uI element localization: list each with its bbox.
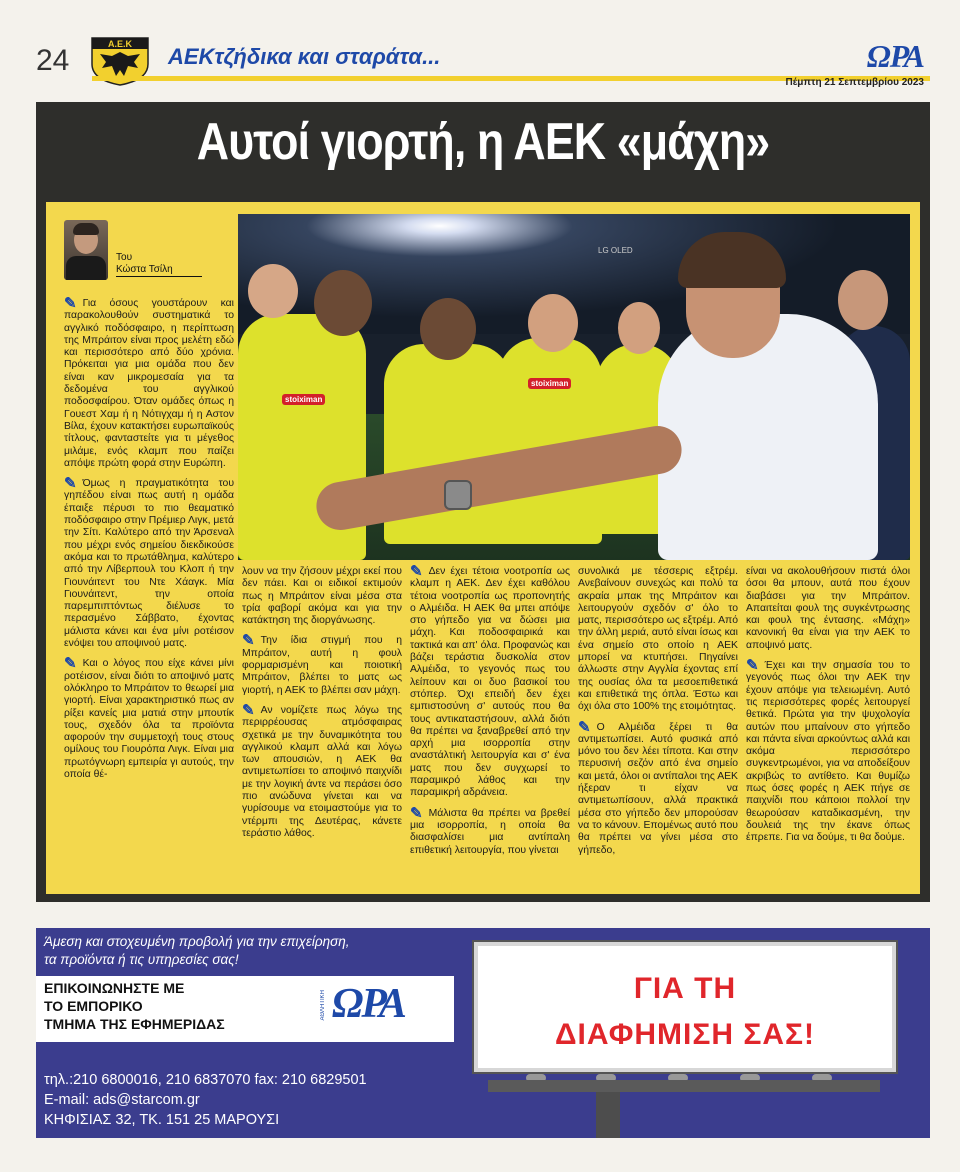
author-prefix: Του (116, 252, 133, 263)
article-column-1 (64, 298, 234, 789)
article-paragraph: ✎ Αν νομίζετε πως λόγω της περιρρέουσας ατμόσφαιρας σχετικά με την δυναμικότητα του αγγλικού κλαμπ αλλά και λόγω των απουσιών, η ΑΕΚ θα αντιμετωπίσει το αποψινό παιχνίδι με την λογική άντε να περάσει όσο πιο ανώδυνα γίνεται και να γυρίσουμε να ετοιμαστούμε για το ντέρμπι της Δευτέρας, κάνετε τεράστιο λάθος. (242, 705, 402, 840)
article-body (46, 202, 920, 894)
author-byline (64, 220, 234, 284)
article-paragraph: λουν να την ζήσουν μέχρι εκεί που δεν πάει. Και οι ειδικοί εκτιμούν πως η Μπράιτον είναι μέσα στα τρία φαβορί ακόμα και για την κατάκτηση της διοργάνωσης. (242, 566, 402, 627)
article-column-5 (746, 566, 910, 853)
article-frame (36, 102, 930, 902)
logo-lettering: Α.Ε.Κ (107, 39, 133, 49)
ad-address: ΚΗΦΙΣΙΑΣ 32, ΤΚ. 151 25 ΜΑΡΟΥΣΙ (44, 1112, 280, 1128)
billboard-pole (596, 1092, 620, 1138)
section-title: AEKτζήδικα και σταράτα... (168, 44, 441, 69)
billboard-beam (488, 1080, 880, 1092)
article-column-2 (242, 566, 402, 848)
article-paragraph: συνολικά με τέσσερις εξτρέμ. Ανεβαίνουν συνεχώς και πολύ τα ακραία μπακ της Μπράιτον και λειτουργούν σχεδόν σ' όλο το ματς, περισσότερο ως εξτρέμ. Από την άλλη μεριά, αυτό είναι ίσως και ένα σημείο στο οποίο η ΑΕΚ μπορεί να κτυπήσει. Πηγαίνει άλλωστε στην Αγγλία έχοντας επί της ουσίας όλα τα μεσοεπιθετικά και επιθετικά της όπλα. Έστω και όχι όλα στο 100% της ετοιμότητας. (578, 566, 738, 713)
article-paragraph: ✎ Μάλιστα θα πρέπει να βρεθεί μια ισορροπία, η οποία θα διασφαλίσει μια αντίπαλη επιθετική λειτουργία, που γίνεται (410, 808, 570, 857)
article-paragraph: ✎ Την ίδια στιγμή που η Μπράιτον, αυτή η φουλ φορμαρισμένη και ποιοτική Μπράιτον, βλέπει το ματς ως γιορτή, η ΑΕΚ το βλέπει σαν μάχη. (242, 635, 402, 696)
author-name: Κώστα Τσίλη (116, 264, 202, 277)
article-paragraph: ✎ Έχει και την σημασία του το γεγονός πως όλοι την ΑΕΚ την έχουν απόψε για τελειωμένη. Αυτό τις περισσότερες φορές λειτουργεί θετικά. Πρώτα για την ψυχολογία αυτών που μπαίνουν στο γήπεδο και πάντα είναι αρκούντως αλλά και ακόμα περισσότερο συγκεντρωμένοι, για να αποδείξουν ακριβώς το αντίθετο. Και θυμίζω πως όσες φορές η ΑΕΚ πήγε σε παιχνίδι που κάποιοι πολλοί την θεωρούσαν καταδικασμένη, την δουλειά της την έκανε όπως έπρεπε. Για να δούμε, τι θα δούμε. (746, 660, 910, 844)
ad-phone: τηλ.:210 6800016, 210 6837070 fax: 210 6829501 (44, 1072, 367, 1088)
ad-contact-line: ΕΠΙΚΟΙΝΩΝΗΣΤΕ ΜΕ (44, 980, 185, 996)
article-paragraph: ✎ Ο Αλμέιδα ξέρει τι θα αντιμετωπίσει. Αυτό φυσικά από μόνο του δεν λέει τίποτα. Και στην περυσινή σεζόν από ένα σημείο και μετά, όλοι οι αντίπαλοι της ΑΕΚ ήξεραν τι είχαν να αντιμετωπίσουν, αλλά πρακτικά μέσα στο γήπεδο δεν μπορούσαν να το κάνουν. Επομένως αυτό που θα πρέπει να γίνει μέσα στο γήπεδο, (578, 722, 738, 857)
sponsor-logo: stoiximan (282, 394, 325, 405)
article-headline: Αυτοί γιορτή, η ΑΕΚ «μάχη» (196, 113, 770, 171)
ad-email: E-mail: ads@starcom.gr (44, 1092, 200, 1108)
article-column-3 (410, 566, 570, 865)
watch-icon (444, 480, 472, 510)
ad-brand-prefix: ΑΘΛΗΤΙΚΗ (320, 990, 326, 1021)
article-paragraph: είναι να ακολουθήσουν πιστά όλοι όσοι θα μπουν, αυτά που έχουν διαβάσει για την Μπράιτον. Απαιτείται φουλ της συγκέντρωσης και φουλ της έντασης. «Μάχη» κανονική θα είναι για την ΑΕΚ το αποψινό ματς. (746, 566, 910, 651)
article-paragraph: ✎ Για όσους γουστάρουν και παρακολουθούν συστηματικά το αγγλικό ποδόσφαιρο, η περίπτωση της Μπράιτον είναι προς μελέτη εδώ και περισσότερο από δύο χρόνια. Πρόκειται για μια ομάδα που δεν είναι καν μικρομεσαία για τα δεδομένα του αγγλικού ποδοσφαίρου. Όταν ομάδες όπως η Γουεστ Χαμ ή η Νότιγχαμ ή η Αστον Βίλα, έχουν κατακτήσει ευρωπαϊκούς τίτλους, φανταστείτε για τι μέγεθος μιλάμε, ενός κλαμπ που παίζει απόψε πρώτη φορά στην Ευρώπη. (64, 298, 234, 470)
author-photo (64, 220, 108, 280)
stadium-board-text: LG OLED (598, 246, 633, 255)
ad-contact-line: ΤΟ ΕΜΠΟΡΙΚΟ (44, 998, 143, 1014)
billboard (474, 942, 896, 1072)
issue-date: Πέμπτη 21 Σεπτεμβρίου 2023 (785, 77, 924, 88)
ad-brand-logo: ΩΡΑ (332, 981, 405, 1027)
page-header (36, 36, 930, 88)
article-paragraph: ✎ Δεν έχει τέτοια νοοτροπία ως κλαμπ η ΑΕΚ. Δεν έχει καθόλου τέτοια νοοτροπία ως προπονητής ο Αλμέιδα. Η ΑΕΚ θα μπει απόψε στο γήπεδο για να δώσει μια μάχη. Και ποδοσφαιρικά και τακτικά και απ' όλα. Προφανώς και βάζει τεράστια δυσκολία στον Αλμέιδα, το γεγονός πως του λείπουν και οι δυο βασικοί του στόπερ. Όχι επειδή δεν έχει εμπιστοσύνη σ' αυτούς που θα τους αντικαταστήσουν, αλλά διότι θα πρέπει να ξαναβρεθεί από την αρχή μια ισορροπία στην αναστάλτική λειτουργία και σ' ένα ματς που δεν συγχωρεί το παραμικρό λάθος και την παραμικρή αδράνεια. (410, 566, 570, 800)
ad-contact-line: ΤΜΗΜΑ ΤΗΣ ΕΦΗΜΕΡΙΔΑΣ (44, 1016, 225, 1032)
sponsor-logo-2: stoiximan (528, 378, 571, 389)
page-number: 24 (36, 44, 70, 77)
billboard-line-2: ΔΙΑΦΗΜΙΣΗ ΣΑΣ! (554, 1018, 816, 1051)
article-column-4 (578, 566, 738, 865)
brand-logo: ΩΡΑ (866, 38, 924, 74)
ad-tagline-1: Άμεση και στοχευμένη προβολή για την επιχείρηση, (44, 934, 350, 949)
article-paragraph: ✎ Όμως η πραγματικότητα του γηπέδου είναι πως αυτή η ομάδα έπαιξε πέρυσι το πιο θεαματικό ποδόσφαιρο στην Πρέμιερ Λιγκ, μετά την Σίτι. Καλύτερο από την Άρσεναλ που μέχρι ενός σημείου διεκδικούσε ακόμα και το πρωτάθλημα, καλύτερο από την Λίβερπουλ του Κλοπ ή την Γιουνάιτεντ του Ντε Χάαγκ. Μία Γιουνάιτεντ, την οποία παρεμπιπτόντως διέλυσε το περασμένο Σάββατο, έχοντας μάλιστα κάνει και ένα μίνι ροτέισον ενόψει του αποψινού ματς. (64, 478, 234, 650)
advertisement (36, 928, 930, 1138)
article-paragraph: ✎ Και ο λόγος που είχε κάνει μίνι ροτέισον, είναι διότι το αποψινό ματς ολόκληρο το Μπράιτον το θεωρεί μια γιορτή. Είναι χαρακτηριστικό πως αν ρίξει κανείς μια ματιά στην μπουτίκ τους, σχεδόν όλα τα προϊόντα αφορούν την συμμετοχή τους στους ομίλους του Γιουρόπα Λιγκ. Είναι μια πρωτόγνωρη εμπειρία γι αυτούς, την οποία θέ- (64, 658, 234, 781)
billboard-line-1: ΓΙΑ ΤΗ (633, 972, 737, 1005)
article-photo (238, 214, 910, 560)
ad-tagline-2: τα προϊόντα ή τις υπηρεσίες σας! (44, 952, 239, 967)
